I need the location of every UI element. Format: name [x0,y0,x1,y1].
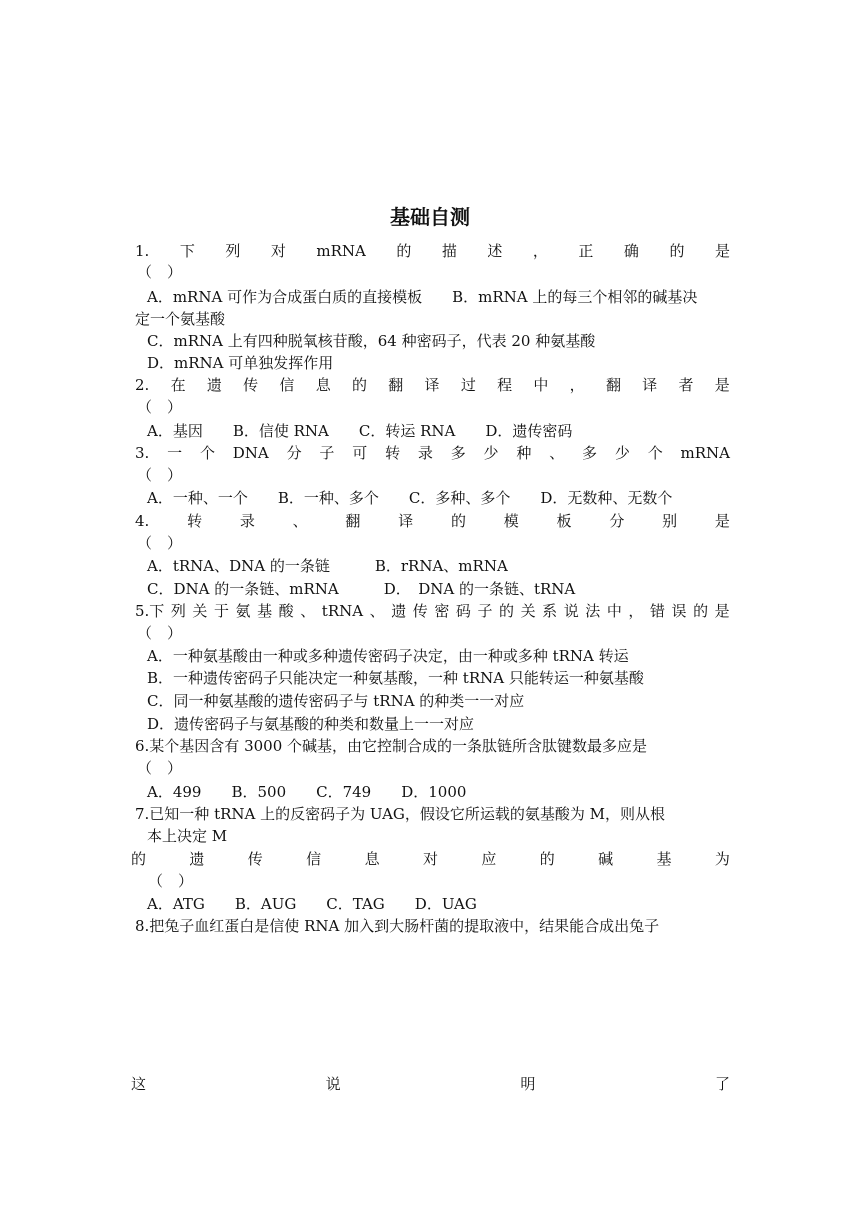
q7-options: A．ATG B．AUG C．TAG D．UAG [147,895,477,913]
stem-token: 基 [656,850,672,868]
stem-token: 别 [662,512,678,530]
stem-token: 过 [460,376,476,394]
stem-token: 可 [352,444,368,462]
page-title: 基础自测 [390,205,470,229]
stem-token: 、 [369,602,385,620]
stem-token: 说 [563,602,579,620]
q5-option-b: B．一种遗传密码子只能决定一种氨基酸，一种 tRNA 只能转运一种氨基酸 [147,669,644,687]
stem-token: 一 [167,444,183,462]
q3-paren: （ ） [137,466,183,484]
stem-token: tRNA [321,602,364,620]
stem-token: 基 [257,602,273,620]
stem-token: 是 [714,242,730,260]
stem-token: 这 [131,1075,147,1093]
stem-token: DNA [232,444,269,462]
stem-token: 模 [503,512,519,530]
q2-stem [135,374,730,396]
q7-stem-line3 [131,848,730,870]
q3-stem [135,442,730,464]
stem-token: 翻 [605,376,621,394]
q4-option-ab: A．tRNA、DNA 的一条链 B．rRNA、mRNA [147,557,508,575]
q6-options: A．499 B．500 C．749 D．1000 [147,783,467,801]
stem-token: 1. [135,242,150,260]
stem-token: ， [628,602,644,620]
stem-token: 的 [450,512,466,530]
q5-option-a: A．一种氨基酸由一种或多种遗传密码子决定，由一种或多种 tRNA 转运 [147,647,629,665]
stem-token: 是 [714,512,730,530]
stem-token: 板 [556,512,572,530]
q4-option-cd: C．DNA 的一条链、mRNA D． DNA 的一条链、tRNA [147,580,576,598]
stem-token: 误 [671,602,687,620]
q7-stem-cont: 本上决定 M [147,827,228,845]
q2-paren: （ ） [137,398,183,416]
stem-token: 的 [669,242,685,260]
q6-paren: （ ） [137,759,183,777]
stem-token: 的 [539,850,555,868]
stem-token: 的 [131,850,147,868]
q5-paren: （ ） [137,624,183,642]
stem-token: 3. [135,444,150,462]
stem-token: 转 [187,512,203,530]
stem-token: 说 [325,1075,341,1093]
stem-token: 的 [693,602,709,620]
stem-token: mRNA [680,444,730,462]
stem-token: 信 [279,376,295,394]
stem-token: 2. [135,376,150,394]
q1-option-ab: A．mRNA 可作为合成蛋白质的直接模板 B．mRNA 上的每三个相邻的碱基决 [147,288,698,306]
stem-token: 息 [364,850,380,868]
stem-token: 明 [520,1075,536,1093]
stem-token: 中 [606,602,622,620]
stem-token: 录 [417,444,433,462]
stem-token: 遗 [189,850,205,868]
stem-token: 酸 [278,602,294,620]
stem-token: 个 [647,444,663,462]
stem-token: 为 [714,850,730,868]
stem-token: 描 [441,242,457,260]
stem-token: 录 [239,512,255,530]
stem-token: 者 [678,376,694,394]
stem-token: 分 [286,444,302,462]
stem-token: 4. [135,512,150,530]
stem-token: 传 [247,850,263,868]
stem-token: 是 [714,602,730,620]
stem-token: 传 [412,602,428,620]
stem-token: 氨 [235,602,251,620]
q4-stem [135,510,730,532]
q5-option-d: D．遗传密码子与氨基酸的种类和数量上一一对应 [147,715,475,733]
stem-token: 译 [398,512,414,530]
stem-token: 列 [225,242,241,260]
stem-token: 子 [319,444,335,462]
stem-token: 子 [477,602,493,620]
stem-token: 翻 [388,376,404,394]
stem-token: 码 [455,602,471,620]
q1-paren: （ ） [137,263,183,281]
stem-token: 正 [578,242,594,260]
stem-token: 少 [483,444,499,462]
stem-token: 多 [450,444,466,462]
stem-token: 个 [199,444,215,462]
stem-token: 是 [714,376,730,394]
stem-token: 转 [385,444,401,462]
q4-paren: （ ） [137,534,183,552]
q6-stem: 6.某个基因含有 3000 个碱基，由它控制合成的一条肽链所含肽键数最多应是 [135,737,648,755]
stem-token: 信 [306,850,322,868]
stem-token: ， [569,376,585,394]
stem-token: 的 [351,376,367,394]
stem-token: 传 [243,376,259,394]
stem-token: 在 [170,376,186,394]
stem-token: 系 [542,602,558,620]
stem-token: 碱 [598,850,614,868]
q5-option-c: C．同一种氨基酸的遗传密码子与 tRNA 的种类一一对应 [147,692,525,710]
stem-token: 译 [424,376,440,394]
stem-token: 翻 [345,512,361,530]
q3-options: A．一种、一个 B．一种、多个 C．多种、多个 D．无数种、无数个 [147,489,673,507]
q8-stem-last [131,1073,730,1095]
stem-token: 述 [487,242,503,260]
stem-token: 应 [481,850,497,868]
stem-token: 的 [396,242,412,260]
stem-token: 列 [170,602,186,620]
stem-token: ， [532,242,548,260]
stem-token: 了 [714,1075,730,1093]
stem-token: 、 [549,444,565,462]
stem-token: 译 [642,376,658,394]
q1-stem [135,240,730,262]
stem-token: 下 [179,242,195,260]
q2-options: A．基因 B．信使 RNA C．转运 RNA D．遗传密码 [147,422,573,440]
stem-token: 5.下 [135,602,165,620]
q7-paren: （ ） [148,872,194,890]
stem-token: 对 [270,242,286,260]
stem-token: 中 [533,376,549,394]
stem-token: mRNA [316,242,366,260]
q5-stem [135,600,730,622]
stem-token: 关 [520,602,536,620]
stem-token: 种 [516,444,532,462]
stem-token: 法 [585,602,601,620]
stem-token: 程 [497,376,513,394]
stem-token: 分 [609,512,625,530]
stem-token: 多 [582,444,598,462]
stem-token: 密 [434,602,450,620]
stem-token: 少 [614,444,630,462]
stem-token: 于 [213,602,229,620]
q1-option-d: D．mRNA 可单独发挥作用 [147,354,334,372]
stem-token: 确 [623,242,639,260]
q7-stem: 7.已知一种 tRNA 上的反密码子为 UAG，假设它所运载的氨基酸为 M，则从根 [135,805,666,823]
stem-token: 遗 [391,602,407,620]
stem-token: 遗 [206,376,222,394]
stem-token: 、 [292,512,308,530]
stem-token: 关 [192,602,208,620]
q1-option-b-cont: 定一个氨基酸 [135,310,226,328]
stem-token: 的 [499,602,515,620]
q8-stem: 8.把兔子血红蛋白是信使 RNA 加入到大肠杆菌的提取液中，结果能合成出兔子 [135,917,660,935]
stem-token: 、 [300,602,316,620]
stem-token: 对 [422,850,438,868]
stem-token: 息 [315,376,331,394]
q1-option-c: C．mRNA 上有四种脱氧核苷酸，64 种密码子，代表 20 种氨基酸 [147,332,596,350]
stem-token: 错 [649,602,665,620]
